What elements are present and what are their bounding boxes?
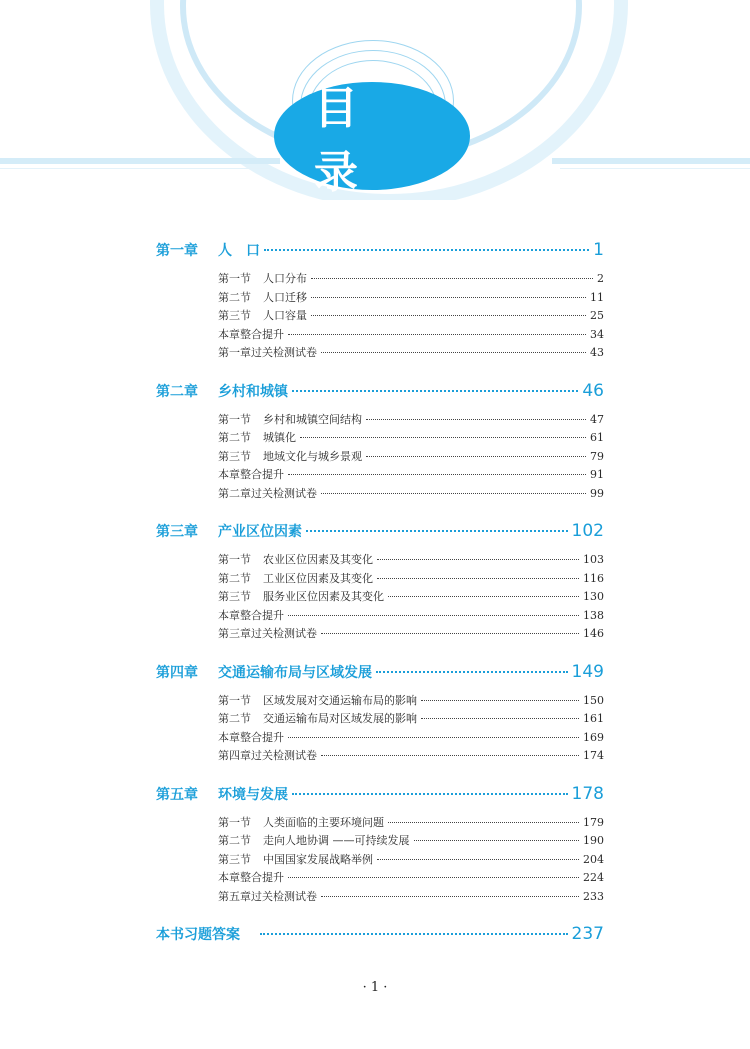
chapter-page: 46 xyxy=(582,380,604,401)
section-label: 本章整合提升 xyxy=(218,730,284,744)
section-page: 79 xyxy=(590,449,604,463)
section-row[interactable] xyxy=(156,832,604,851)
dot-leader xyxy=(311,315,586,316)
toc-chapter xyxy=(156,662,604,766)
section-row[interactable] xyxy=(156,448,604,467)
section-page: 43 xyxy=(590,346,604,359)
answers-page: 237 xyxy=(571,924,604,944)
dot-leader xyxy=(292,793,568,795)
dot-leader xyxy=(311,297,586,298)
dot-leader xyxy=(321,493,586,494)
section-page: 116 xyxy=(583,571,604,585)
section-page: 103 xyxy=(583,553,604,566)
section-page: 179 xyxy=(583,815,604,829)
section-row[interactable] xyxy=(156,814,604,833)
section-row[interactable] xyxy=(156,344,604,363)
section-page: 146 xyxy=(583,627,604,640)
chapter-title: 人 口 xyxy=(218,243,260,259)
chapter-row[interactable] xyxy=(156,381,604,411)
section-row[interactable] xyxy=(156,588,604,607)
dot-leader xyxy=(292,390,578,392)
chapter-label: 第三章 xyxy=(156,524,198,540)
dot-leader xyxy=(388,822,579,823)
chapter-row[interactable] xyxy=(156,240,604,270)
dot-leader xyxy=(376,671,568,673)
section-label: 第二节 xyxy=(218,834,251,847)
dot-leader xyxy=(321,896,579,897)
section-page: 190 xyxy=(583,834,604,847)
section-label: 本章整合提升 xyxy=(218,327,284,341)
section-label: 本章整合提升 xyxy=(218,468,284,481)
answers-title: 本书习题答案 xyxy=(156,927,240,943)
section-page: 25 xyxy=(590,309,604,322)
section-row[interactable] xyxy=(156,307,604,326)
section-title: 人口分布 xyxy=(263,272,307,285)
section-row[interactable] xyxy=(156,729,604,748)
chapter-page: 149 xyxy=(571,661,604,682)
section-label: 第一节 xyxy=(218,815,251,829)
section-page: 2 xyxy=(597,272,604,285)
table-of-contents xyxy=(156,240,604,954)
section-page: 233 xyxy=(583,889,604,903)
section-title: 城镇化 xyxy=(263,431,296,444)
section-label: 第一节 xyxy=(218,412,251,426)
section-row[interactable] xyxy=(156,747,604,766)
section-title: 农业区位因素及其变化 xyxy=(263,553,373,566)
dot-leader xyxy=(377,578,579,579)
section-row[interactable] xyxy=(156,270,604,289)
chapter-label: 第四章 xyxy=(156,664,198,681)
chapter-title: 环境与发展 xyxy=(218,786,288,803)
section-label: 本章整合提升 xyxy=(218,871,284,884)
dot-leader xyxy=(300,437,586,438)
dot-leader xyxy=(311,278,593,279)
section-page: 224 xyxy=(583,871,604,884)
section-title: 交通运输布局对区域发展的影响 xyxy=(263,712,417,725)
section-label: 第三节 xyxy=(218,449,251,463)
section-label: 第二章过关检测试卷 xyxy=(218,486,317,500)
dot-leader xyxy=(366,456,586,457)
header-banner xyxy=(0,0,750,200)
section-page: 138 xyxy=(583,608,604,622)
section-row[interactable] xyxy=(156,429,604,448)
dot-leader xyxy=(421,718,579,719)
header-line-right xyxy=(560,168,750,169)
dot-leader xyxy=(377,859,579,860)
chapter-row[interactable] xyxy=(156,521,604,551)
section-title: 乡村和城镇空间结构 xyxy=(263,412,362,426)
dot-leader xyxy=(288,737,579,738)
section-page: 91 xyxy=(590,468,604,481)
section-row[interactable] xyxy=(156,869,604,888)
header-line-left xyxy=(0,168,270,169)
chapter-page: 1 xyxy=(593,240,604,260)
section-row[interactable] xyxy=(156,289,604,308)
dot-leader xyxy=(288,615,579,616)
chapter-label: 第二章 xyxy=(156,383,198,400)
dot-leader xyxy=(421,700,579,701)
dot-leader xyxy=(306,530,568,532)
title-oval xyxy=(274,82,470,198)
section-page: 204 xyxy=(583,852,604,866)
toc-chapter xyxy=(156,784,604,907)
answers-row[interactable] xyxy=(156,924,604,954)
section-title: 人口容量 xyxy=(263,309,307,322)
dot-leader xyxy=(414,840,580,841)
section-title: 服务业区位因素及其变化 xyxy=(263,590,384,603)
section-label: 本章整合提升 xyxy=(218,608,284,622)
section-page: 11 xyxy=(590,290,604,304)
page-title: 目 录 xyxy=(314,83,398,198)
chapter-title: 交通运输布局与区域发展 xyxy=(218,664,372,681)
section-row[interactable] xyxy=(156,466,604,485)
section-row[interactable] xyxy=(156,851,604,870)
section-label: 第一节 xyxy=(218,272,251,285)
section-page: 169 xyxy=(583,730,604,744)
dot-leader xyxy=(288,474,586,475)
chapter-page: 102 xyxy=(571,521,604,541)
section-label: 第二节 xyxy=(218,431,251,444)
header-band-left xyxy=(0,158,280,164)
section-label: 第四章过关检测试卷 xyxy=(218,749,317,762)
dot-leader xyxy=(321,352,586,353)
chapter-title: 产业区位因素 xyxy=(218,524,302,540)
page-number: · 1 · xyxy=(362,980,388,995)
chapter-row[interactable] xyxy=(156,662,604,692)
section-row[interactable] xyxy=(156,607,604,626)
section-title: 地域文化与城乡景观 xyxy=(263,449,362,463)
section-label: 第三节 xyxy=(218,590,251,603)
section-title: 区域发展对交通运输布局的影响 xyxy=(263,693,417,707)
chapter-page: 178 xyxy=(571,783,604,804)
dot-leader xyxy=(388,596,579,597)
toc-chapter xyxy=(156,240,604,363)
header-band-right xyxy=(552,158,750,164)
section-title: 人口迁移 xyxy=(263,290,307,304)
section-row[interactable] xyxy=(156,411,604,430)
section-label: 第二节 xyxy=(218,290,251,304)
section-label: 第三节 xyxy=(218,852,251,866)
chapter-label: 第一章 xyxy=(156,243,198,259)
section-page: 34 xyxy=(590,327,604,341)
section-page: 61 xyxy=(590,431,604,444)
section-label: 第二节 xyxy=(218,571,251,585)
section-row[interactable] xyxy=(156,888,604,907)
section-row[interactable] xyxy=(156,625,604,644)
dot-leader xyxy=(321,633,579,634)
section-label: 第五章过关检测试卷 xyxy=(218,889,317,903)
section-row[interactable] xyxy=(156,485,604,504)
dot-leader xyxy=(377,559,579,560)
chapter-label: 第五章 xyxy=(156,786,198,803)
section-label: 第一节 xyxy=(218,693,251,707)
section-row[interactable] xyxy=(156,570,604,589)
section-row[interactable] xyxy=(156,551,604,570)
toc-chapter xyxy=(156,521,604,644)
section-title: 走向人地协调 ——可持续发展 xyxy=(263,834,410,847)
dot-leader xyxy=(366,419,586,420)
section-page: 99 xyxy=(590,486,604,500)
section-label: 第三节 xyxy=(218,309,251,322)
dot-leader xyxy=(288,877,579,878)
dot-leader xyxy=(260,933,568,935)
section-title: 中国国家发展战略举例 xyxy=(263,852,373,866)
chapter-title: 乡村和城镇 xyxy=(218,383,288,400)
section-page: 174 xyxy=(583,749,604,762)
section-title: 人类面临的主要环境问题 xyxy=(263,815,384,829)
section-page: 47 xyxy=(590,412,604,426)
section-row[interactable] xyxy=(156,710,604,729)
section-title: 工业区位因素及其变化 xyxy=(263,571,373,585)
section-label: 第三章过关检测试卷 xyxy=(218,627,317,640)
section-page: 161 xyxy=(583,712,604,725)
dot-leader xyxy=(264,249,589,251)
toc-chapter xyxy=(156,381,604,504)
dot-leader xyxy=(321,755,579,756)
section-row[interactable] xyxy=(156,692,604,711)
section-page: 150 xyxy=(583,693,604,707)
chapter-row[interactable] xyxy=(156,784,604,814)
section-label: 第二节 xyxy=(218,712,251,725)
section-page: 130 xyxy=(583,590,604,603)
dot-leader xyxy=(288,334,586,335)
section-label: 第一节 xyxy=(218,553,251,566)
section-row[interactable] xyxy=(156,326,604,345)
section-label: 第一章过关检测试卷 xyxy=(218,346,317,359)
